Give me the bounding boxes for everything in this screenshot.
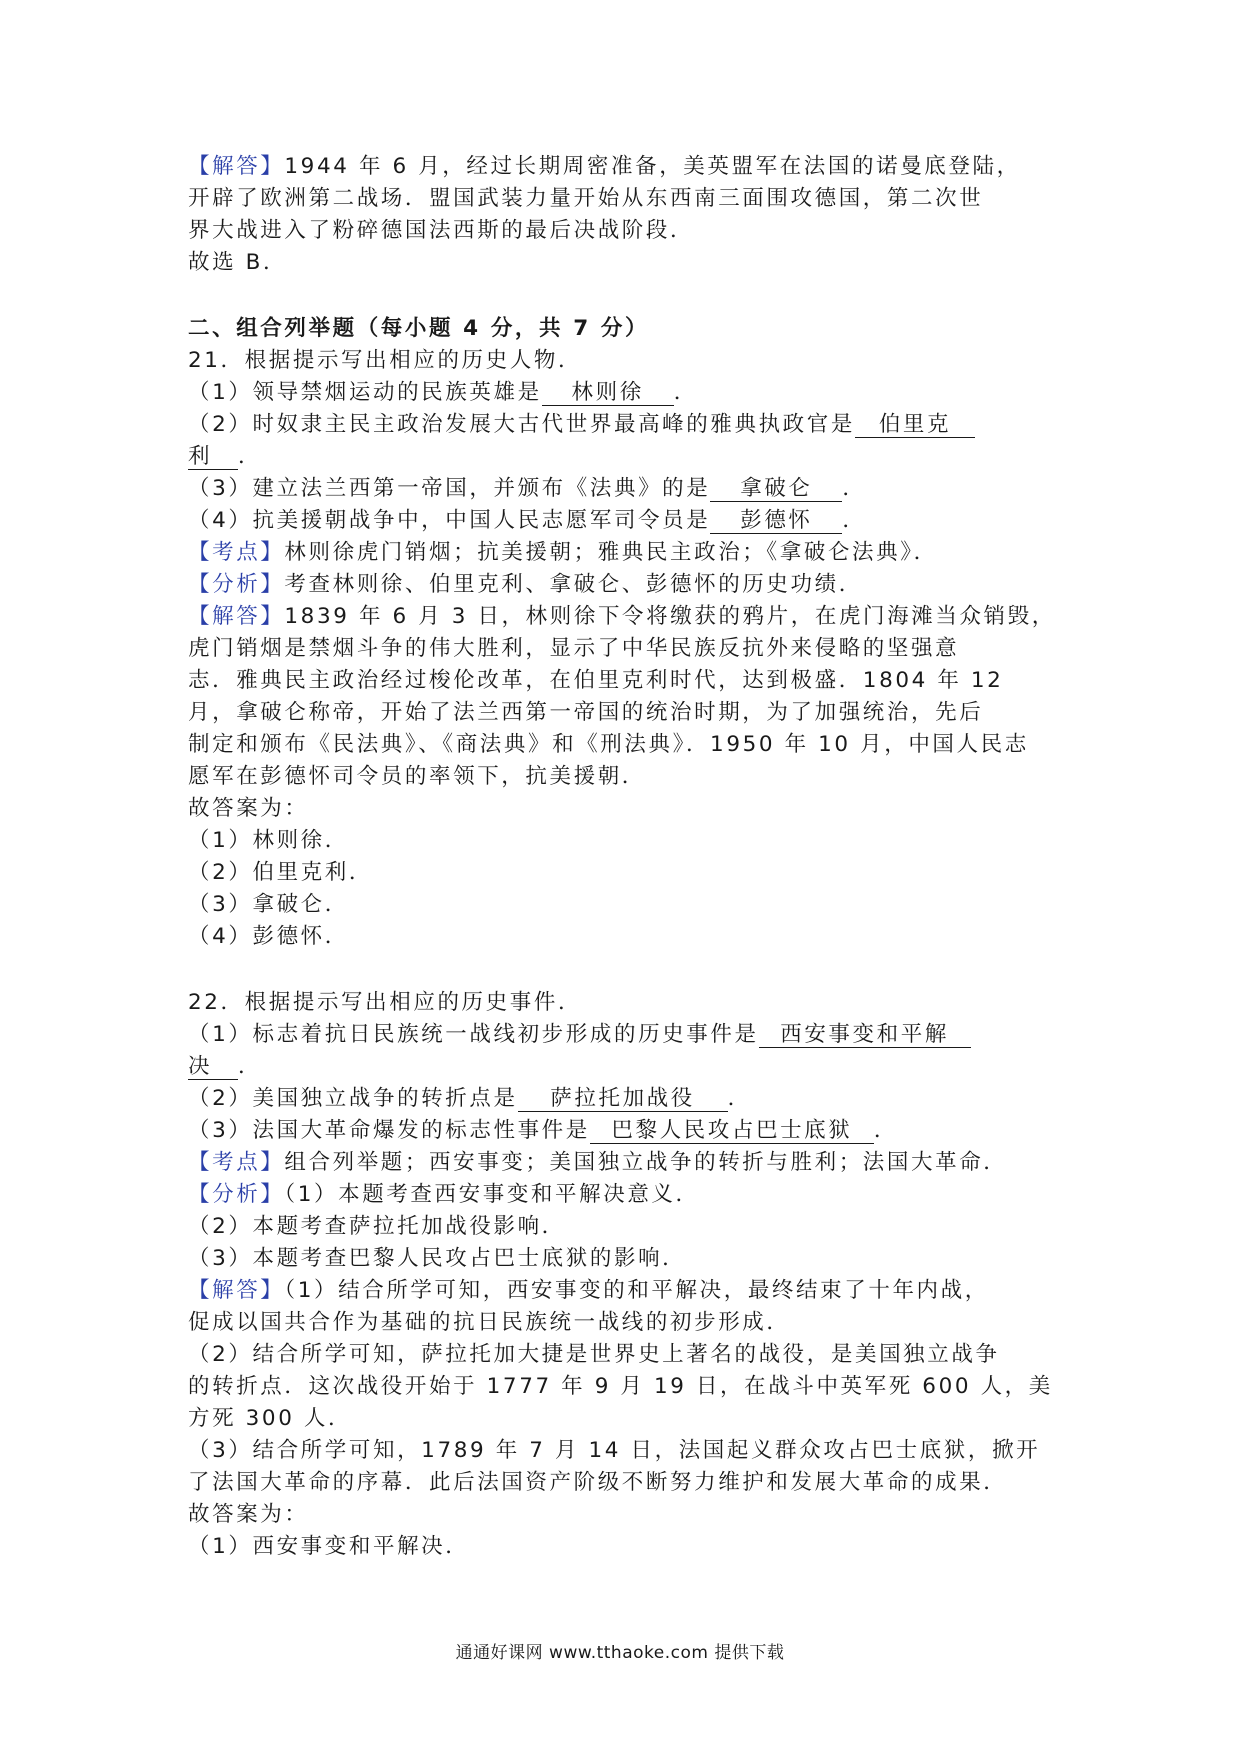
- q22-point: 【考点】组合列举题；西安事变；美国独立战争的转折与胜利；法国大革命．: [188, 1150, 1008, 1175]
- q22-item-2: （2）美国独立战争的转折点是 萨拉托加战役 ．: [188, 1086, 752, 1111]
- q22-analysis-1: 【分析】（1）本题考查西安事变和平解决意义．: [188, 1182, 700, 1207]
- answer-tag: 【解答】: [188, 1278, 285, 1303]
- q22-analysis-2: （2）本题考查萨拉托加战役影响．: [188, 1214, 566, 1239]
- q21-point: 【考点】林则徐虎门销烟；抗美援朝；雅典民主政治；《拿破仑法典》．: [188, 540, 938, 565]
- q22-analysis-3: （3）本题考查巴黎人民攻占巴士底狱的影响．: [188, 1246, 687, 1271]
- q21-blank-3: 拿破仑: [710, 477, 842, 502]
- q21-analysis: 【分析】考查林则徐、伯里克利、拿破仑、彭德怀的历史功绩．: [188, 572, 863, 597]
- q22-answer-1b: 促成以国共合作为基础的抗日民族统一战线的初步形成．: [188, 1310, 791, 1335]
- q22-answer-2a: （2）结合所学可知，萨拉托加大捷是世界史上著名的战役，是美国独立战争: [188, 1342, 1000, 1367]
- q21-final-3: （3）拿破仑．: [188, 892, 349, 917]
- q21-answer-line-6: 愿军在彭德怀司令员的率领下，抗美援朝．: [188, 764, 646, 789]
- answer-tag: 【解答】: [188, 604, 285, 629]
- section-title: 二、组合列举题（每小题 4 分，共 7 分）: [188, 316, 650, 341]
- q22-conclusion: 故答案为：: [188, 1502, 309, 1527]
- q21-conclusion: 故答案为：: [188, 796, 309, 821]
- q22-final-1: （1）西安事变和平解决．: [188, 1534, 470, 1559]
- q22-item-3: （3）法国大革命爆发的标志性事件是 巴黎人民攻占巴士底狱 ．: [188, 1118, 898, 1143]
- q22-blank-1b: 决: [188, 1055, 238, 1080]
- q21-answer-line-4: 月，拿破仑称帝，开始了法兰西第一帝国的统治时期，为了加强统治，先后: [188, 700, 984, 725]
- q21-answer-line-3: 志．雅典民主政治经过梭伦改革，在伯里克利时代，达到极盛．1804 年 12: [188, 668, 1004, 693]
- q22-answer-1a: 【解答】（1）结合所学可知，西安事变的和平解决，最终结束了十年内战，: [188, 1278, 989, 1303]
- answer-tag: 【解答】: [188, 154, 285, 179]
- q22-answer-2b: 的转折点．这次战役开始于 1777 年 9 月 19 日，在战斗中英军死 600 人，美: [188, 1374, 1053, 1399]
- q21-final-4: （4）彭德怀．: [188, 924, 349, 949]
- q22-blank-1a: 西安事变和平解: [759, 1023, 971, 1048]
- q21-blank-2b: 利: [188, 445, 238, 470]
- analysis-tag: 【分析】: [188, 1182, 285, 1207]
- q22-item-1: （1）标志着抗日民族统一战线初步形成的历史事件是 西安事变和平解: [188, 1020, 1088, 1052]
- q21-final-1: （1）林则徐．: [188, 828, 349, 853]
- q22-answer-2c: 方死 300 人．: [188, 1406, 353, 1431]
- q21-item-3: （3）建立法兰西第一帝国，并颁布《法典》的是 拿破仑 ．: [188, 476, 867, 501]
- q21-item-2: （2）时奴隶主民主政治发展大古代世界最高峰的雅典执政官是 伯里克: [188, 410, 1088, 442]
- q22-answer-3b: 了法国大革命的序幕．此后法国资产阶级不断努力维护和发展大革命的成果．: [188, 1470, 1008, 1495]
- q22-stem: 22．根据提示写出相应的历史事件．: [188, 990, 583, 1015]
- analysis-tag: 【分析】: [188, 572, 285, 597]
- q21-item-1: （1）领导禁烟运动的民族英雄是 林则徐 ．: [188, 380, 698, 405]
- q22-item-1-cont: 决 ．: [188, 1054, 263, 1079]
- q21-answer-line-1: 【解答】1839 年 6 月 3 日，林则徐下令将缴获的鸦片，在虎门海滩当众销毁，: [188, 604, 1056, 629]
- q22-blank-2: 萨拉托加战役: [518, 1087, 728, 1112]
- q21-final-2: （2）伯里克利．: [188, 860, 373, 885]
- prev-answer-line-3: 界大战进入了粉碎德国法西斯的最后决战阶段．: [188, 218, 695, 243]
- q21-answer-line-5: 制定和颁布《民法典》、《商法典》和《刑法典》．1950 年 10 月，中国人民志: [188, 732, 1029, 757]
- point-tag: 【考点】: [188, 540, 285, 565]
- q21-item-2-cont: 利 ．: [188, 444, 263, 469]
- page-footer: 通通好课网 www.tthaoke.com 提供下载: [455, 1643, 785, 1663]
- prev-answer-line-1: 【解答】1944 年 6 月，经过长期周密准备，美英盟军在法国的诺曼底登陆，: [188, 154, 1021, 179]
- q21-blank-4: 彭德怀: [710, 509, 842, 534]
- q21-blank-2a: 伯里克: [855, 413, 975, 438]
- prev-conclusion: 故选 B．: [188, 250, 288, 275]
- q21-answer-line-2: 虎门销烟是禁烟斗争的伟大胜利，显示了中华民族反抗外来侵略的坚强意: [188, 636, 960, 661]
- q22-blank-3: 巴黎人民攻占巴士底狱: [590, 1119, 874, 1144]
- q21-item-4: （4）抗美援朝战争中，中国人民志愿军司令员是 彭德怀 ．: [188, 508, 867, 533]
- q22-answer-3a: （3）结合所学可知，1789 年 7 月 14 日，法国起义群众攻占巴士底狱，掀开: [188, 1438, 1041, 1463]
- q21-blank-1: 林则徐: [542, 381, 674, 406]
- prev-answer-line-2: 开辟了欧洲第二战场．盟国武装力量开始从东西南三面围攻德国，第二次世: [188, 186, 984, 211]
- q21-stem: 21．根据提示写出相应的历史人物．: [188, 348, 583, 373]
- point-tag: 【考点】: [188, 1150, 285, 1175]
